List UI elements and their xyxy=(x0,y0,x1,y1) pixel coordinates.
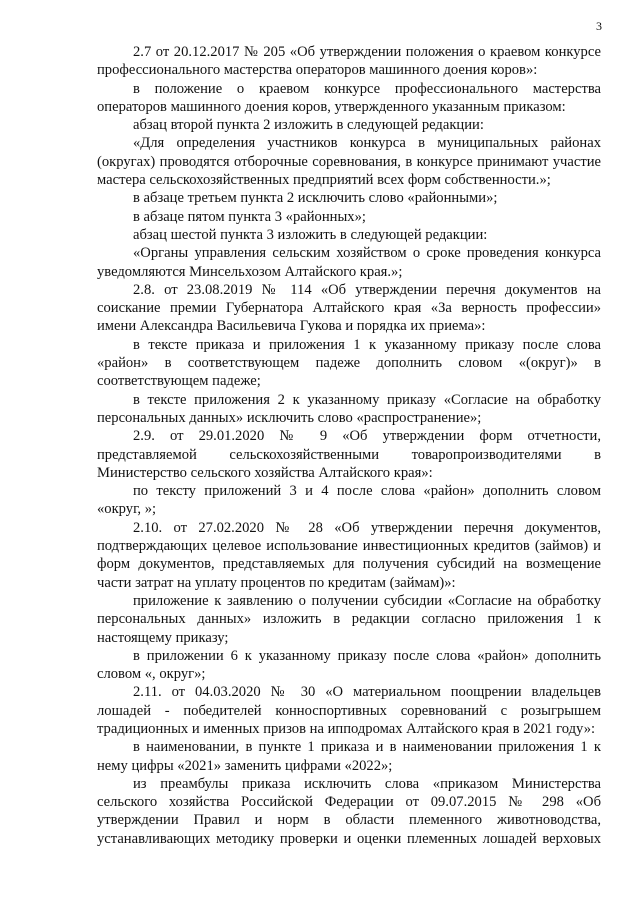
paragraph: в тексте приложения 2 к указанному приказу «Согласие на обработку персональных данных» исключить слово «распространение»; xyxy=(97,391,601,426)
paragraph: в приложении 6 к указанному приказу после слова «район» дополнить словом «, округ»; xyxy=(97,647,601,683)
paragraph-2-8-heading: 2.8. от 23.08.2019 № 114 «Об утверждении перечня документов на соискание премии Губернатора Алтайского края «За верность профессии» имени Александра Васильевича Гукова и порядка их приема»: xyxy=(97,281,601,335)
paragraph: приложение к заявлению о получении субсидии «Согласие на обработку персональных данных» изложить в редакции согласно приложения 1 к настоящему приказу; xyxy=(97,592,601,646)
paragraph: в тексте приказа и приложения 1 к указанному приказу после слова «район» в соответствующем падеже дополнить словом «(округ)» в соответствующем падеже; xyxy=(97,336,601,390)
paragraph-2-7-heading: 2.7 от 20.12.2017 № 205 «Об утверждении положения о краевом конкурсе профессионального мастерства операторов машинного доения коров»: xyxy=(97,44,601,79)
paragraph-2-10-heading: 2.10. от 27.02.2020 № 28 «Об утверждении перечня документов, подтверждающих целевое использование инвестиционных кредитов (займов) и форм документов, представляемых для получения субсидий на возмещение части затрат на уплату процентов по кредитам (займам)»: xyxy=(97,519,601,591)
paragraph: в абзаце третьем пункта 2 исключить слово «районными»; xyxy=(133,190,498,207)
page-number: 3 xyxy=(596,19,602,33)
paragraph: по тексту приложений 3 и 4 после слова «район» дополнить словом «округ, »; xyxy=(97,483,601,518)
paragraph: из преамбулы приказа исключить слова «приказом Министерства сельского хозяйства Российской Федерации от 09.07.2015 № 298 «Об утверждении Правил и норм в области племенного животноводства, устанавливающих методику проверки и оценки племенных лошадей верховых xyxy=(97,775,601,847)
paragraph: в положение о краевом конкурсе профессионального мастерства операторов машинного доения коров, утвержденного указанным приказом: xyxy=(97,80,601,115)
paragraph: «Органы управления сельским хозяйством о сроке проведения конкурса уведомляются Минсельхозом Алтайского края.»; xyxy=(97,245,601,280)
paragraph-2-9-heading: 2.9. от 29.01.2020 № 9 «Об утверждении форм отчетности, представляемой сельскохозяйственными товаропроизводителями в Министерство сельского хозяйства Алтайского края»: xyxy=(97,428,601,481)
paragraph: в абзаце пятом пункта 3 «районных»; xyxy=(133,208,366,225)
document-body xyxy=(97,43,601,848)
paragraph: «Для определения участников конкурса в муниципальных районах (округах) проводятся отборочные соревнования, в конкурсе принимают участие мастера сельскохозяйственных предприятий всех форм собственности.»; xyxy=(97,135,601,189)
paragraph: абзац шестой пункта 3 изложить в следующей редакции: xyxy=(133,226,488,243)
paragraph: абзац второй пункта 2 изложить в следующей редакции: xyxy=(133,117,484,134)
paragraph-2-11-heading: 2.11. от 04.03.2020 № 30 «О материальном поощрении владельцев лошадей - победителей конноспортивных соревнований с розыгрышем традиционных и именных призов на ипподромах Алтайского края в 2021 году»: xyxy=(97,684,601,737)
paragraph: в наименовании, в пункте 1 приказа и в наименовании приложения 1 к нему цифры «2021» заменить цифрами «2022»; xyxy=(97,739,601,774)
